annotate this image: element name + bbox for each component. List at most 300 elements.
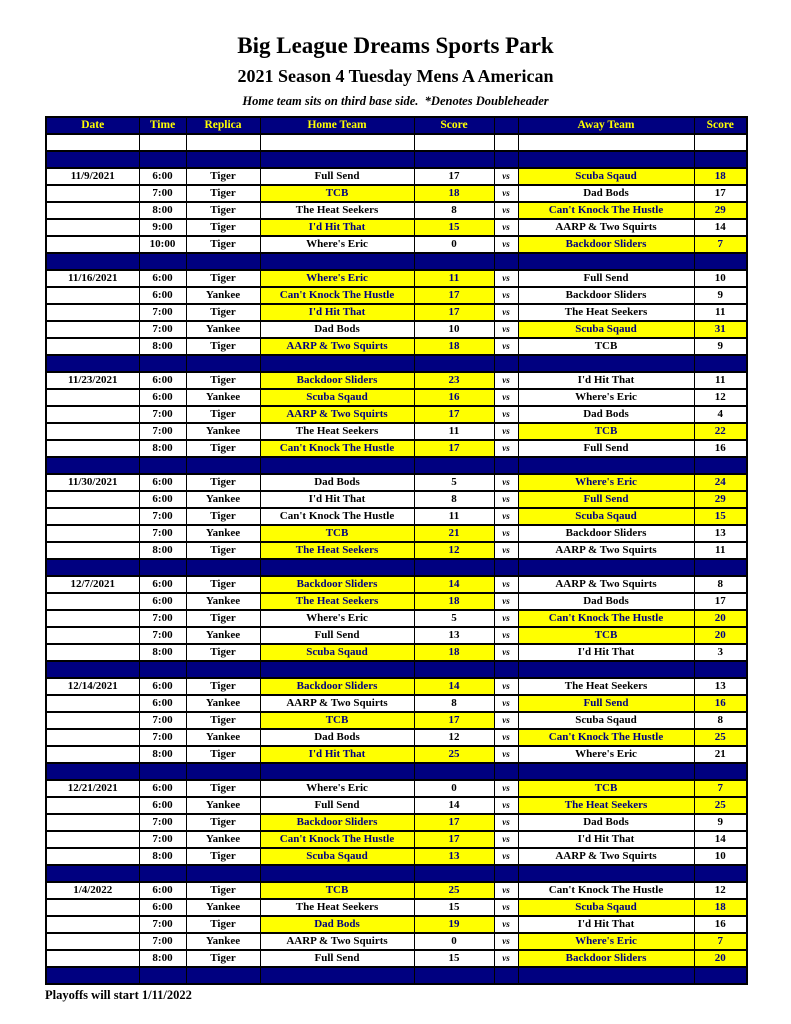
game-row: [46, 848, 747, 865]
home-score-cell: 15: [414, 950, 494, 967]
replica-cell: Tiger: [186, 916, 260, 933]
home-team-cell: [260, 661, 414, 678]
home-score-cell: [414, 661, 494, 678]
game-row: [46, 576, 747, 593]
game-row: [46, 695, 747, 712]
game-row: [46, 168, 747, 185]
game-row: [46, 780, 747, 797]
away-score-cell: 9: [694, 338, 747, 355]
game-row: [46, 729, 747, 746]
home-score-cell: 17: [414, 712, 494, 729]
replica-cell: Tiger: [186, 440, 260, 457]
time-cell: [139, 865, 186, 882]
game-row: [46, 270, 747, 287]
game-row: [46, 491, 747, 508]
separator-row: [46, 151, 747, 168]
vs-label: vs: [494, 576, 518, 593]
home-team-cell: I'd Hit That: [260, 491, 414, 508]
home-team-note: Home team sits on third base side. *Denotes Doubleheader: [242, 94, 549, 109]
spacer-row: [46, 134, 747, 151]
away-score-cell: 21: [694, 746, 747, 763]
header-home-team-cell: Home Team: [260, 117, 414, 134]
replica-cell: Tiger: [186, 542, 260, 559]
schedule-table-head: [46, 117, 747, 134]
away-score-cell: [694, 134, 747, 151]
replica-cell: Yankee: [186, 321, 260, 338]
away-score-cell: [694, 763, 747, 780]
separator-row: [46, 559, 747, 576]
away-score-cell: 24: [694, 474, 747, 491]
home-team-cell: The Heat Seekers: [260, 423, 414, 440]
vs-label: [494, 865, 518, 882]
home-score-cell: 17: [414, 287, 494, 304]
date-cell: 11/16/2021: [46, 270, 139, 287]
home-team-cell: [260, 134, 414, 151]
away-team-cell: Full Send: [518, 491, 694, 508]
replica-cell: Yankee: [186, 423, 260, 440]
away-score-cell: 17: [694, 185, 747, 202]
vs-label: vs: [494, 797, 518, 814]
home-team-cell: [260, 865, 414, 882]
date-cell: 11/23/2021: [46, 372, 139, 389]
date-cell: [46, 712, 139, 729]
header-row: [46, 117, 747, 134]
game-row: [46, 321, 747, 338]
game-row: [46, 644, 747, 661]
home-score-cell: 13: [414, 848, 494, 865]
separator-row: [46, 661, 747, 678]
time-cell: 7:00: [139, 185, 186, 202]
home-team-cell: Backdoor Sliders: [260, 678, 414, 695]
home-team-cell: Where's Eric: [260, 270, 414, 287]
playoffs-note: Playoffs will start 1/11/2022: [45, 987, 192, 1002]
home-team-cell: TCB: [260, 882, 414, 899]
home-team-cell: Dad Bods: [260, 916, 414, 933]
away-score-cell: [694, 559, 747, 576]
schedule-table-body: [46, 134, 747, 984]
away-team-cell: Scuba Sqaud: [518, 168, 694, 185]
vs-label: vs: [494, 304, 518, 321]
home-team-cell: [260, 253, 414, 270]
time-cell: 8:00: [139, 848, 186, 865]
home-score-cell: 8: [414, 695, 494, 712]
away-score-cell: 16: [694, 916, 747, 933]
away-team-cell: I'd Hit That: [518, 831, 694, 848]
away-score-cell: 31: [694, 321, 747, 338]
home-score-cell: 10: [414, 321, 494, 338]
time-cell: 7:00: [139, 814, 186, 831]
away-team-cell: AARP & Two Squirts: [518, 219, 694, 236]
home-team-cell: I'd Hit That: [260, 746, 414, 763]
game-row: [46, 474, 747, 491]
home-score-cell: 25: [414, 746, 494, 763]
vs-label: [494, 763, 518, 780]
date-cell: [46, 287, 139, 304]
home-score-cell: [414, 134, 494, 151]
away-score-cell: [694, 967, 747, 984]
date-cell: [46, 389, 139, 406]
away-score-cell: [694, 457, 747, 474]
home-team-cell: [260, 763, 414, 780]
date-cell: [46, 525, 139, 542]
replica-cell: Yankee: [186, 899, 260, 916]
time-cell: [139, 355, 186, 372]
time-cell: 6:00: [139, 287, 186, 304]
vs-label: vs: [494, 168, 518, 185]
separator-row: [46, 967, 747, 984]
vs-label: vs: [494, 593, 518, 610]
schedule-table: [45, 116, 748, 985]
home-team-cell: Full Send: [260, 797, 414, 814]
away-team-cell: [518, 865, 694, 882]
vs-label: vs: [494, 440, 518, 457]
away-team-cell: The Heat Seekers: [518, 797, 694, 814]
home-team-cell: Scuba Sqaud: [260, 644, 414, 661]
away-team-cell: I'd Hit That: [518, 644, 694, 661]
away-team-cell: The Heat Seekers: [518, 678, 694, 695]
vs-label: vs: [494, 678, 518, 695]
time-cell: 6:00: [139, 270, 186, 287]
home-score-cell: 18: [414, 593, 494, 610]
away-team-cell: Dad Bods: [518, 593, 694, 610]
vs-label: vs: [494, 933, 518, 950]
season-subtitle: 2021 Season 4 Tuesday Mens A American: [237, 66, 554, 87]
home-score-cell: 14: [414, 678, 494, 695]
home-score-cell: 17: [414, 304, 494, 321]
replica-cell: Tiger: [186, 848, 260, 865]
time-cell: 6:00: [139, 491, 186, 508]
time-cell: [139, 134, 186, 151]
vs-label: [494, 457, 518, 474]
date-cell: 11/9/2021: [46, 168, 139, 185]
time-cell: 7:00: [139, 831, 186, 848]
date-cell: [46, 457, 139, 474]
date-cell: [46, 219, 139, 236]
replica-cell: Tiger: [186, 270, 260, 287]
away-team-cell: [518, 151, 694, 168]
vs-label: vs: [494, 372, 518, 389]
separator-row: [46, 253, 747, 270]
home-score-cell: 5: [414, 474, 494, 491]
home-score-cell: 11: [414, 423, 494, 440]
replica-cell: Tiger: [186, 236, 260, 253]
time-cell: 6:00: [139, 899, 186, 916]
vs-label: vs: [494, 695, 518, 712]
away-score-cell: 22: [694, 423, 747, 440]
date-cell: [46, 950, 139, 967]
vs-label: vs: [494, 644, 518, 661]
away-team-cell: Dad Bods: [518, 814, 694, 831]
away-score-cell: 10: [694, 848, 747, 865]
header-vs-label: [494, 117, 518, 134]
vs-label: vs: [494, 848, 518, 865]
replica-cell: Tiger: [186, 338, 260, 355]
game-row: [46, 440, 747, 457]
vs-label: [494, 559, 518, 576]
replica-cell: Yankee: [186, 695, 260, 712]
away-team-cell: AARP & Two Squirts: [518, 848, 694, 865]
date-cell: [46, 508, 139, 525]
away-team-cell: [518, 457, 694, 474]
time-cell: 8:00: [139, 338, 186, 355]
home-score-cell: 21: [414, 525, 494, 542]
replica-cell: Yankee: [186, 831, 260, 848]
vs-label: vs: [494, 423, 518, 440]
away-score-cell: [694, 865, 747, 882]
date-cell: [46, 542, 139, 559]
away-score-cell: 20: [694, 950, 747, 967]
replica-cell: [186, 865, 260, 882]
replica-cell: [186, 967, 260, 984]
replica-cell: [186, 457, 260, 474]
replica-cell: [186, 661, 260, 678]
vs-label: vs: [494, 508, 518, 525]
vs-label: vs: [494, 474, 518, 491]
home-score-cell: 15: [414, 219, 494, 236]
vs-label: [494, 967, 518, 984]
home-score-cell: [414, 763, 494, 780]
home-team-cell: The Heat Seekers: [260, 593, 414, 610]
away-score-cell: 20: [694, 610, 747, 627]
time-cell: [139, 253, 186, 270]
vs-label: vs: [494, 780, 518, 797]
game-row: [46, 797, 747, 814]
home-score-cell: 25: [414, 882, 494, 899]
away-score-cell: 18: [694, 168, 747, 185]
home-team-cell: AARP & Two Squirts: [260, 695, 414, 712]
replica-cell: Tiger: [186, 644, 260, 661]
replica-cell: Tiger: [186, 406, 260, 423]
away-team-cell: Full Send: [518, 440, 694, 457]
date-cell: [46, 253, 139, 270]
away-team-cell: Can't Knock The Hustle: [518, 882, 694, 899]
time-cell: 6:00: [139, 372, 186, 389]
away-score-cell: 25: [694, 797, 747, 814]
vs-label: vs: [494, 270, 518, 287]
date-cell: [46, 899, 139, 916]
game-row: [46, 542, 747, 559]
home-team-cell: TCB: [260, 185, 414, 202]
date-cell: [46, 729, 139, 746]
game-row: [46, 950, 747, 967]
time-cell: 6:00: [139, 678, 186, 695]
away-team-cell: Backdoor Sliders: [518, 287, 694, 304]
replica-cell: Tiger: [186, 168, 260, 185]
home-score-cell: 17: [414, 440, 494, 457]
home-team-cell: Full Send: [260, 950, 414, 967]
away-team-cell: Where's Eric: [518, 389, 694, 406]
replica-cell: [186, 253, 260, 270]
home-score-cell: [414, 559, 494, 576]
away-score-cell: 17: [694, 593, 747, 610]
away-team-cell: [518, 253, 694, 270]
home-score-cell: 17: [414, 831, 494, 848]
date-cell: [46, 559, 139, 576]
game-row: [46, 627, 747, 644]
away-score-cell: 7: [694, 236, 747, 253]
header-time-cell: Time: [139, 117, 186, 134]
time-cell: 8:00: [139, 644, 186, 661]
game-row: [46, 831, 747, 848]
home-team-cell: Can't Knock The Hustle: [260, 508, 414, 525]
game-row: [46, 525, 747, 542]
date-cell: [46, 865, 139, 882]
vs-label: vs: [494, 712, 518, 729]
home-team-cell: AARP & Two Squirts: [260, 406, 414, 423]
away-team-cell: Backdoor Sliders: [518, 950, 694, 967]
game-row: [46, 236, 747, 253]
game-row: [46, 610, 747, 627]
vs-label: vs: [494, 321, 518, 338]
time-cell: 7:00: [139, 729, 186, 746]
vs-label: vs: [494, 287, 518, 304]
home-score-cell: [414, 151, 494, 168]
away-score-cell: 12: [694, 389, 747, 406]
date-cell: [46, 593, 139, 610]
replica-cell: Tiger: [186, 202, 260, 219]
time-cell: 7:00: [139, 610, 186, 627]
home-score-cell: 23: [414, 372, 494, 389]
replica-cell: Tiger: [186, 576, 260, 593]
away-score-cell: 25: [694, 729, 747, 746]
home-score-cell: 8: [414, 202, 494, 219]
replica-cell: Tiger: [186, 474, 260, 491]
away-team-cell: AARP & Two Squirts: [518, 576, 694, 593]
away-team-cell: Scuba Sqaud: [518, 899, 694, 916]
home-team-cell: The Heat Seekers: [260, 899, 414, 916]
header-home-score-cell: Score: [414, 117, 494, 134]
away-score-cell: 14: [694, 831, 747, 848]
game-row: [46, 202, 747, 219]
header-replica-cell: Replica: [186, 117, 260, 134]
replica-cell: Yankee: [186, 627, 260, 644]
away-team-cell: Scuba Sqaud: [518, 508, 694, 525]
away-score-cell: [694, 151, 747, 168]
replica-cell: [186, 559, 260, 576]
vs-label: vs: [494, 389, 518, 406]
home-team-cell: Full Send: [260, 627, 414, 644]
away-score-cell: 15: [694, 508, 747, 525]
home-score-cell: 15: [414, 899, 494, 916]
away-team-cell: [518, 661, 694, 678]
game-row: [46, 814, 747, 831]
time-cell: 7:00: [139, 525, 186, 542]
vs-label: vs: [494, 202, 518, 219]
date-cell: [46, 627, 139, 644]
away-score-cell: 9: [694, 287, 747, 304]
time-cell: 8:00: [139, 950, 186, 967]
time-cell: [139, 151, 186, 168]
time-cell: 9:00: [139, 219, 186, 236]
away-team-cell: Can't Knock The Hustle: [518, 729, 694, 746]
time-cell: 7:00: [139, 508, 186, 525]
home-team-cell: Can't Knock The Hustle: [260, 831, 414, 848]
date-cell: 12/7/2021: [46, 576, 139, 593]
separator-row: [46, 355, 747, 372]
home-score-cell: 17: [414, 168, 494, 185]
away-team-cell: Backdoor Sliders: [518, 525, 694, 542]
replica-cell: Tiger: [186, 372, 260, 389]
away-team-cell: [518, 763, 694, 780]
home-team-cell: Scuba Sqaud: [260, 848, 414, 865]
replica-cell: [186, 763, 260, 780]
separator-row: [46, 865, 747, 882]
replica-cell: Tiger: [186, 814, 260, 831]
away-score-cell: 12: [694, 882, 747, 899]
replica-cell: Tiger: [186, 950, 260, 967]
replica-cell: Yankee: [186, 287, 260, 304]
home-score-cell: 16: [414, 389, 494, 406]
home-team-cell: [260, 151, 414, 168]
home-score-cell: 17: [414, 814, 494, 831]
replica-cell: Tiger: [186, 610, 260, 627]
date-cell: [46, 848, 139, 865]
vs-label: [494, 151, 518, 168]
time-cell: [139, 763, 186, 780]
home-team-cell: Where's Eric: [260, 236, 414, 253]
home-team-cell: TCB: [260, 525, 414, 542]
away-team-cell: Where's Eric: [518, 746, 694, 763]
away-score-cell: 14: [694, 219, 747, 236]
game-row: [46, 406, 747, 423]
time-cell: 10:00: [139, 236, 186, 253]
date-cell: [46, 321, 139, 338]
game-row: [46, 712, 747, 729]
replica-cell: Tiger: [186, 712, 260, 729]
header-date-cell: Date: [46, 117, 139, 134]
date-cell: 12/21/2021: [46, 780, 139, 797]
away-team-cell: AARP & Two Squirts: [518, 542, 694, 559]
vs-label: vs: [494, 814, 518, 831]
game-row: [46, 338, 747, 355]
home-team-cell: [260, 457, 414, 474]
time-cell: 7:00: [139, 712, 186, 729]
away-score-cell: 18: [694, 899, 747, 916]
vs-label: [494, 355, 518, 372]
home-score-cell: 18: [414, 185, 494, 202]
home-team-cell: I'd Hit That: [260, 304, 414, 321]
home-team-cell: Full Send: [260, 168, 414, 185]
vs-label: [494, 661, 518, 678]
time-cell: 6:00: [139, 797, 186, 814]
vs-label: vs: [494, 338, 518, 355]
away-team-cell: Scuba Sqaud: [518, 712, 694, 729]
away-team-cell: I'd Hit That: [518, 372, 694, 389]
home-score-cell: 18: [414, 644, 494, 661]
vs-label: vs: [494, 729, 518, 746]
home-score-cell: 0: [414, 780, 494, 797]
home-team-cell: Dad Bods: [260, 321, 414, 338]
time-cell: 6:00: [139, 168, 186, 185]
home-score-cell: 0: [414, 933, 494, 950]
date-cell: [46, 355, 139, 372]
away-score-cell: [694, 661, 747, 678]
away-team-cell: Full Send: [518, 270, 694, 287]
separator-row: [46, 763, 747, 780]
vs-label: vs: [494, 627, 518, 644]
date-cell: [46, 440, 139, 457]
time-cell: 7:00: [139, 916, 186, 933]
game-row: [46, 185, 747, 202]
home-team-cell: The Heat Seekers: [260, 202, 414, 219]
away-team-cell: [518, 559, 694, 576]
date-cell: [46, 338, 139, 355]
away-team-cell: TCB: [518, 627, 694, 644]
home-score-cell: 0: [414, 236, 494, 253]
away-score-cell: 7: [694, 780, 747, 797]
home-score-cell: [414, 967, 494, 984]
away-team-cell: TCB: [518, 338, 694, 355]
